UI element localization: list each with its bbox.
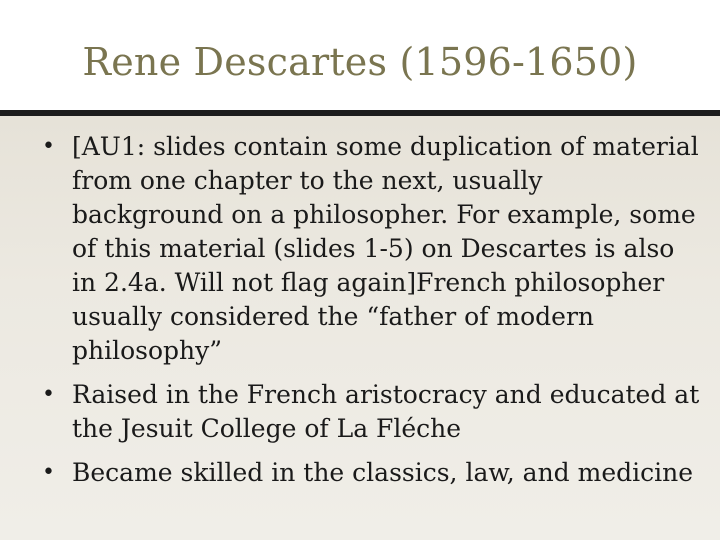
bullet-dot-icon: • <box>42 134 55 159</box>
bullet-dot-icon: • <box>42 460 55 485</box>
bullet-item <box>20 378 700 446</box>
title-area <box>0 0 720 110</box>
slide-title: Rene Descartes (1596-1650) <box>82 40 638 84</box>
bullet-dot-icon: • <box>42 382 55 407</box>
bullet-item <box>20 456 700 490</box>
bullet-list <box>20 130 700 500</box>
bullet-text: [AU1: slides contain some duplication of material from one chapter to the next, usually background on a philosopher. For example, some of this material (slides 1-5) on Descartes is also in 2.4a. Will not flag again]French philosopher usually considered the “father of modern philosophy” <box>72 132 699 365</box>
bullet-text: Raised in the French aristocracy and educated at the Jesuit College of La Fléche <box>72 380 700 443</box>
bullet-item <box>20 130 700 368</box>
bullet-text: Became skilled in the classics, law, and medicine <box>72 458 694 487</box>
